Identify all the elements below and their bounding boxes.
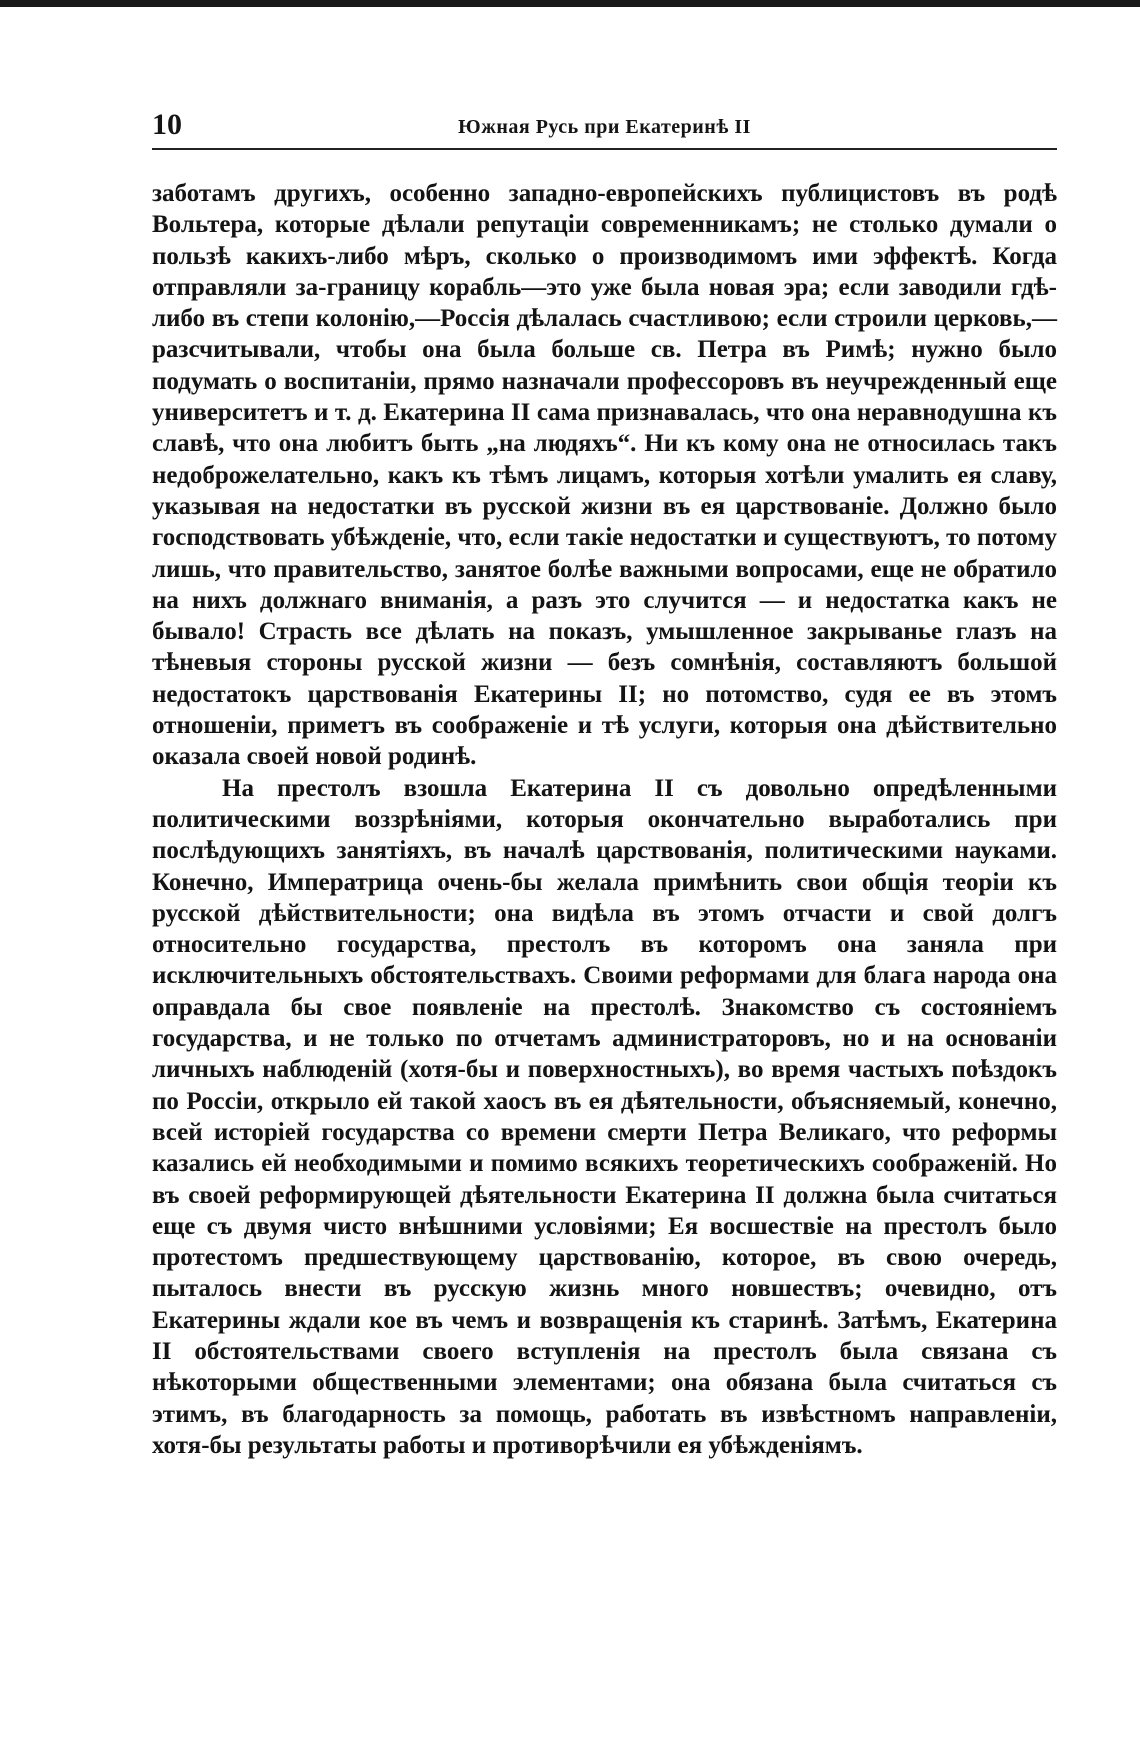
page-number: 10	[152, 108, 182, 141]
paragraph: На престолъ взошла Екатерина II съ довольно опредѣленными политическими воззрѣніями, которыя окончательно выработались при послѣдующихъ занятіяхъ, въ началѣ царствованія, политическими науками. Конечно, Императрица очень-бы желала примѣнить свои общія теоріи къ русской дѣйствительности; она видѣла въ этомъ отчасти и свой долгъ относительно государства, престолъ въ которомъ она заняла при исключительныхъ обстоятельствахъ. Своими реформами для блага народа она оправдала бы свое появленіе на престолѣ. Знакомство съ состояніемъ государства, и не только по отчетамъ администраторовъ, но и на основаніи личныхъ наблюденій (хотя-бы и поверхностныхъ), во время частыхъ поѣздокъ по Россіи, открыло ей такой хаосъ въ ея дѣятельности, объясняемый, конечно, всей исторіей государства со времени смерти Петра Великаго, что реформы казались ей необходимыми и помимо всякихъ теоретическихъ соображеній. Но въ своей реформирующей дѣятельности Екатерина II должна была считаться еще съ двумя чисто внѣшними условіями; Ея восшествіе на престолъ было протестомъ предшествующему царствованію, которое, въ свою очередь, пыталось внести въ русскую жизнь много новшествъ; очевидно, отъ Екатерины ждали кое въ чемъ и возвращенія къ старинѣ. Затѣмъ, Екатерина II обстоятельствами своего вступленія на престолъ была связана съ нѣкоторыми общественными элементами; она обязана была считаться съ этимъ, въ благодарность за помощь, работать въ извѣстномъ направленіи, хотя-бы результаты работы и противорѣчили ея убѣжденіямъ.	[152, 774, 1057, 1459]
body-text	[152, 178, 1057, 1461]
paragraph-continued: заботамъ другихъ, особенно западно-европейскихъ публицистовъ въ родѣ Вольтера, которые дѣлали репутаціи современникамъ; не столько думали о пользѣ какихъ-либо мѣръ, сколько о производимомъ ими эффектѣ. Когда отправляли за-границу корабль—это уже была новая эра; если заводили гдѣ-либо въ степи колонію,—Россія дѣлалась счастливою; если строили церковь,—разсчитывали, чтобы она была больше св. Петра въ Римѣ; нужно было подумать о воспитаніи, прямо назначали профессоровъ въ неучрежденный еще университетъ и т. д. Екатерина II сама признавалась, что она неравнодушна къ славѣ, что она любитъ быть „на людяхъ“. Ни къ кому она не относилась такъ недоброжелательно, какъ къ тѣмъ лицамъ, которыя хотѣли умалить ея славу, указывая на недостатки въ русской жизни въ ея царствованіе. Должно было господствовать убѣжденіе, что, если такіе недостатки и существуютъ, то потому лишь, что правительство, занятое болѣе важными вопросами, еще не обратило на нихъ должнаго вниманія, а разъ это случится — и недостатка какъ не бывало! Страсть все дѣлать на показъ, умышленное закрыванье глазъ на тѣневыя стороны русской жизни — безъ сомнѣнія, составляютъ большой недостатокъ царствованія Екатерины II; но потомство, судя ее въ этомъ отношеніи, приметъ въ соображеніе и тѣ услуги, которыя она дѣйствительно оказала своей новой родинѣ.	[152, 180, 1057, 771]
running-title: Южная Русь при Екатеринѣ II	[458, 116, 751, 138]
book-page	[152, 108, 1057, 1461]
running-head	[152, 108, 1057, 150]
top-scan-border	[0, 0, 1140, 7]
